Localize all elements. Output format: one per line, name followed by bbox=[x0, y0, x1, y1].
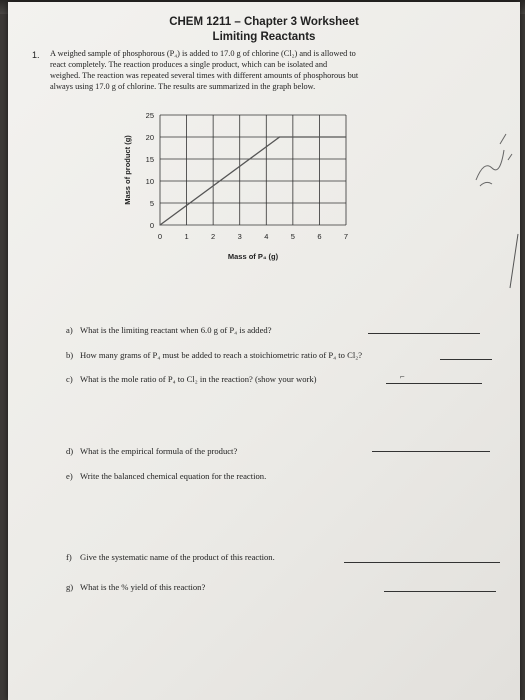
question-text: Write the balanced chemical equation for the reaction. bbox=[80, 471, 267, 481]
y-tick-label: 20 bbox=[145, 133, 154, 142]
x-tick-label: 7 bbox=[343, 232, 349, 241]
intro-line: weighed. The reaction was repeated several times with different amounts of phosphorous but bbox=[50, 71, 359, 80]
question-c bbox=[66, 374, 317, 384]
answer-line-g[interactable] bbox=[384, 591, 496, 592]
x-tick-label: 0 bbox=[157, 232, 163, 241]
answer-line-f[interactable] bbox=[344, 562, 500, 563]
x-tick-label: 4 bbox=[264, 232, 269, 241]
chart-ticks bbox=[146, 111, 348, 241]
y-axis-label: Mass of product (g) bbox=[123, 135, 132, 205]
question-e bbox=[66, 471, 266, 481]
question-letter: b) bbox=[66, 350, 74, 360]
question-letter: e) bbox=[66, 471, 73, 481]
question-letter: g) bbox=[66, 582, 74, 592]
question-d bbox=[66, 446, 237, 456]
y-tick-label: 25 bbox=[145, 111, 154, 120]
question-text: What is the % yield of this reaction? bbox=[80, 582, 206, 592]
chart-grid bbox=[160, 115, 346, 225]
question-text: What is the empirical formula of the product? bbox=[80, 446, 238, 456]
results-chart bbox=[116, 105, 366, 295]
series-point bbox=[345, 136, 346, 137]
answer-line-a[interactable] bbox=[368, 333, 480, 334]
question-text: What is the limiting reactant when 6.0 g of P₄ is added? bbox=[80, 325, 272, 335]
answer-line-b[interactable] bbox=[440, 359, 492, 360]
intro-line: A weighed sample of phosphorous (P₄) is added to 17.0 g of chlorine (Cl₂) and is allowed to bbox=[50, 49, 356, 58]
series-point bbox=[159, 224, 160, 225]
pencil-mark: ⌐ bbox=[400, 372, 405, 381]
question-letter: f) bbox=[66, 552, 72, 562]
question-letter: a) bbox=[66, 325, 73, 335]
y-tick-label: 10 bbox=[145, 177, 154, 186]
margin-scribble bbox=[470, 120, 516, 200]
question-letter: d) bbox=[66, 446, 74, 456]
page-subtitle: Limiting Reactants bbox=[212, 31, 316, 43]
answer-line-c[interactable] bbox=[386, 383, 482, 384]
intro-line: always using 17.0 g of chlorine. The results are summarized in the graph below. bbox=[50, 82, 316, 91]
question-a bbox=[66, 325, 272, 335]
question-text: How many grams of P₄ must be added to reach a stoichiometric ratio of P₄ to Cl₂? bbox=[80, 350, 363, 360]
x-tick-label: 1 bbox=[184, 232, 189, 241]
question-g bbox=[66, 582, 205, 592]
worksheet-page bbox=[8, 2, 520, 700]
page-title: CHEM 1211 – Chapter 3 Worksheet bbox=[169, 16, 359, 28]
question-b bbox=[66, 350, 362, 360]
intro-line: react completely. The reaction produces a single product, which can be isolated and bbox=[50, 60, 328, 69]
problem-number: 1. bbox=[32, 50, 40, 60]
x-tick-label: 3 bbox=[237, 232, 242, 241]
question-f bbox=[66, 552, 275, 562]
question-letter: c) bbox=[66, 374, 73, 384]
x-tick-label: 5 bbox=[290, 232, 295, 241]
margin-stroke bbox=[508, 232, 520, 292]
x-tick-label: 2 bbox=[211, 232, 216, 241]
series-point bbox=[279, 136, 280, 137]
y-tick-label: 15 bbox=[145, 155, 154, 164]
x-axis-label: Mass of P₄ (g) bbox=[227, 252, 279, 261]
y-tick-label: 0 bbox=[149, 221, 154, 230]
x-tick-label: 6 bbox=[317, 232, 322, 241]
question-text: What is the mole ratio of P₄ to Cl₂ in the reaction? (show your work) bbox=[80, 374, 317, 384]
chart-svg bbox=[116, 105, 366, 295]
question-text: Give the systematic name of the product of this reaction. bbox=[80, 552, 275, 562]
answer-line-d[interactable] bbox=[372, 451, 490, 452]
y-tick-label: 5 bbox=[149, 199, 154, 208]
